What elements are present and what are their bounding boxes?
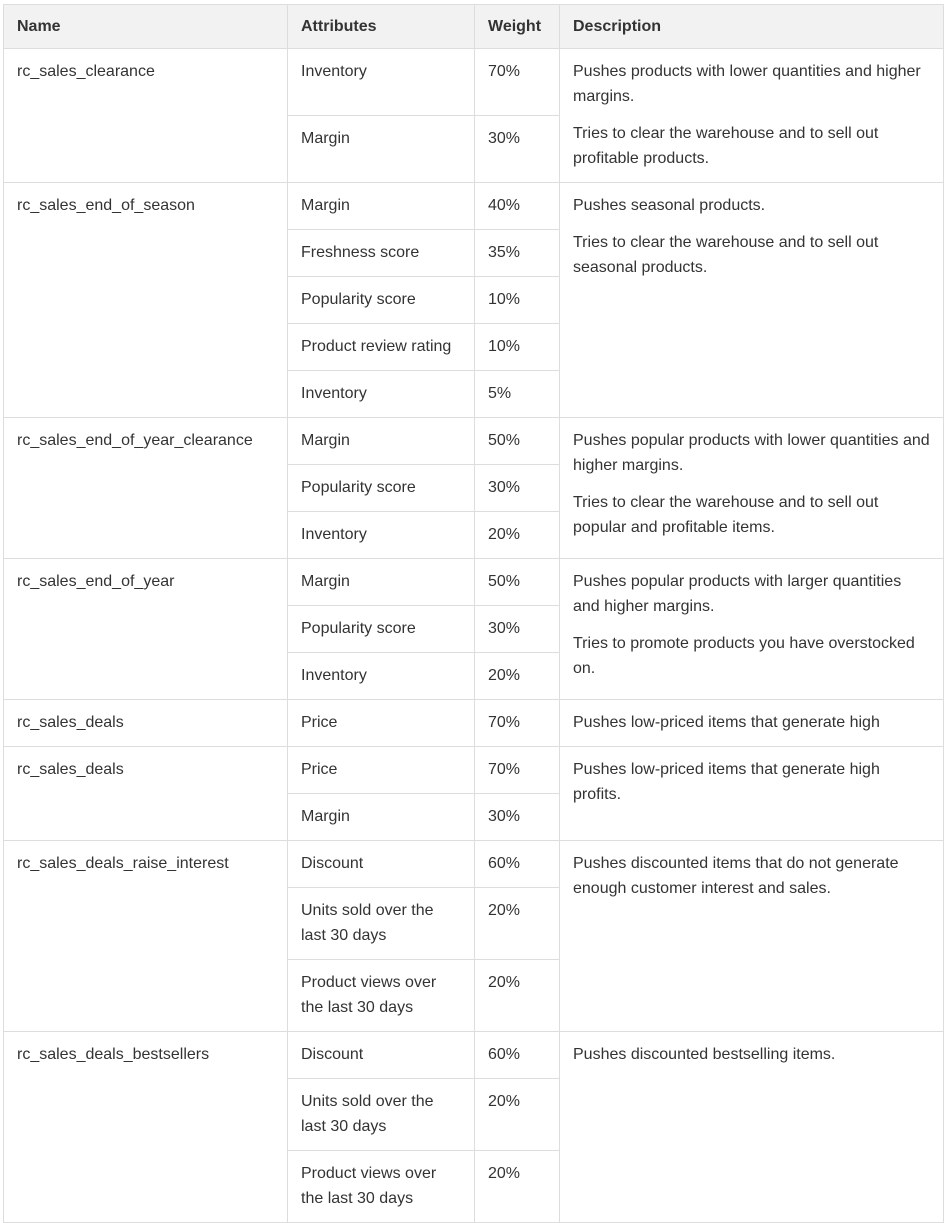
attribute-cell: Inventory [288, 653, 475, 700]
rule-name-cell: rc_sales_end_of_year_clearance [4, 418, 288, 559]
attribute-cell: Margin [288, 116, 475, 183]
attribute-cell: Price [288, 747, 475, 794]
attribute-cell: Margin [288, 559, 475, 606]
weight-cell: 70% [475, 49, 560, 116]
description-cell [560, 418, 944, 559]
weight-cell: 20% [475, 653, 560, 700]
table-row [4, 183, 944, 230]
attribute-cell: Product views over the last 30 days [288, 1151, 475, 1223]
description-paragraph: Pushes products with lower quantities and higher margins. [573, 63, 921, 105]
attribute-cell: Units sold over the last 30 days [288, 888, 475, 960]
rule-name-cell: rc_sales_deals_bestsellers [4, 1032, 288, 1223]
weight-cell: 20% [475, 1151, 560, 1223]
weight-cell: 60% [475, 1032, 560, 1079]
description-cell [560, 183, 944, 418]
table-row [4, 700, 944, 747]
description-cell [560, 841, 944, 1032]
attribute-cell: Margin [288, 183, 475, 230]
attribute-cell: Price [288, 700, 475, 747]
attribute-cell: Inventory [288, 371, 475, 418]
weight-cell: 70% [475, 747, 560, 794]
header-attributes: Attributes [288, 5, 475, 49]
header-weight: Weight [475, 5, 560, 49]
description-cell [560, 1032, 944, 1223]
weight-cell: 40% [475, 183, 560, 230]
description-cell [560, 747, 944, 841]
description-paragraph: Pushes popular products with larger quantities and higher margins. [573, 573, 902, 615]
description-cell [560, 49, 944, 183]
weight-cell: 30% [475, 794, 560, 841]
attribute-cell: Freshness score [288, 230, 475, 277]
weight-cell: 20% [475, 1079, 560, 1151]
description-paragraph: Pushes low-priced items that generate high [573, 714, 880, 731]
description-paragraph: Pushes discounted items that do not generate enough customer interest and sales. [573, 855, 899, 897]
table-row [4, 418, 944, 465]
attribute-cell: Popularity score [288, 606, 475, 653]
rule-name-cell: rc_sales_end_of_year [4, 559, 288, 700]
table-row [4, 841, 944, 888]
attribute-cell: Units sold over the last 30 days [288, 1079, 475, 1151]
table-row [4, 49, 944, 116]
weight-cell: 20% [475, 888, 560, 960]
recommendation-rules-table [3, 4, 944, 1223]
attribute-cell: Discount [288, 841, 475, 888]
table-row [4, 1032, 944, 1079]
header-row [4, 5, 944, 49]
weight-cell: 10% [475, 324, 560, 371]
description-cell [560, 700, 944, 747]
rule-name-cell: rc_sales_deals_raise_interest [4, 841, 288, 1032]
attribute-cell: Margin [288, 794, 475, 841]
description-paragraph: Pushes seasonal products. [573, 197, 766, 214]
description-paragraph: Pushes popular products with lower quantities and higher margins. [573, 432, 930, 474]
weight-cell: 60% [475, 841, 560, 888]
header-name: Name [4, 5, 288, 49]
attribute-cell: Popularity score [288, 277, 475, 324]
rule-name-cell: rc_sales_deals [4, 747, 288, 841]
description-cell [560, 559, 944, 700]
weight-cell: 10% [475, 277, 560, 324]
rule-name-cell: rc_sales_clearance [4, 49, 288, 183]
weight-cell: 35% [475, 230, 560, 277]
attribute-cell: Margin [288, 418, 475, 465]
rule-name-cell: rc_sales_end_of_season [4, 183, 288, 418]
attribute-cell: Inventory [288, 512, 475, 559]
attribute-cell: Discount [288, 1032, 475, 1079]
weight-cell: 50% [475, 418, 560, 465]
description-paragraph: Tries to promote products you have overstocked on. [573, 635, 915, 677]
weight-cell: 30% [475, 116, 560, 183]
header-description: Description [560, 5, 944, 49]
weight-cell: 30% [475, 465, 560, 512]
weight-cell: 20% [475, 960, 560, 1032]
table-header [4, 5, 944, 49]
description-paragraph: Tries to clear the warehouse and to sell out seasonal products. [573, 234, 879, 276]
table-row [4, 747, 944, 794]
attribute-cell: Product review rating [288, 324, 475, 371]
description-paragraph: Tries to clear the warehouse and to sell out profitable products. [573, 125, 879, 167]
weight-cell: 30% [475, 606, 560, 653]
description-paragraph: Tries to clear the warehouse and to sell out popular and profitable items. [573, 494, 879, 536]
description-paragraph: Pushes low-priced items that generate high profits. [573, 761, 880, 803]
table-row [4, 559, 944, 606]
weight-cell: 20% [475, 512, 560, 559]
attribute-cell: Product views over the last 30 days [288, 960, 475, 1032]
description-paragraph: Pushes discounted bestselling items. [573, 1046, 836, 1063]
table-body [4, 49, 944, 1223]
attribute-cell: Inventory [288, 49, 475, 116]
weight-cell: 50% [475, 559, 560, 606]
attribute-cell: Popularity score [288, 465, 475, 512]
weight-cell: 70% [475, 700, 560, 747]
rule-name-cell: rc_sales_deals [4, 700, 288, 747]
weight-cell: 5% [475, 371, 560, 418]
